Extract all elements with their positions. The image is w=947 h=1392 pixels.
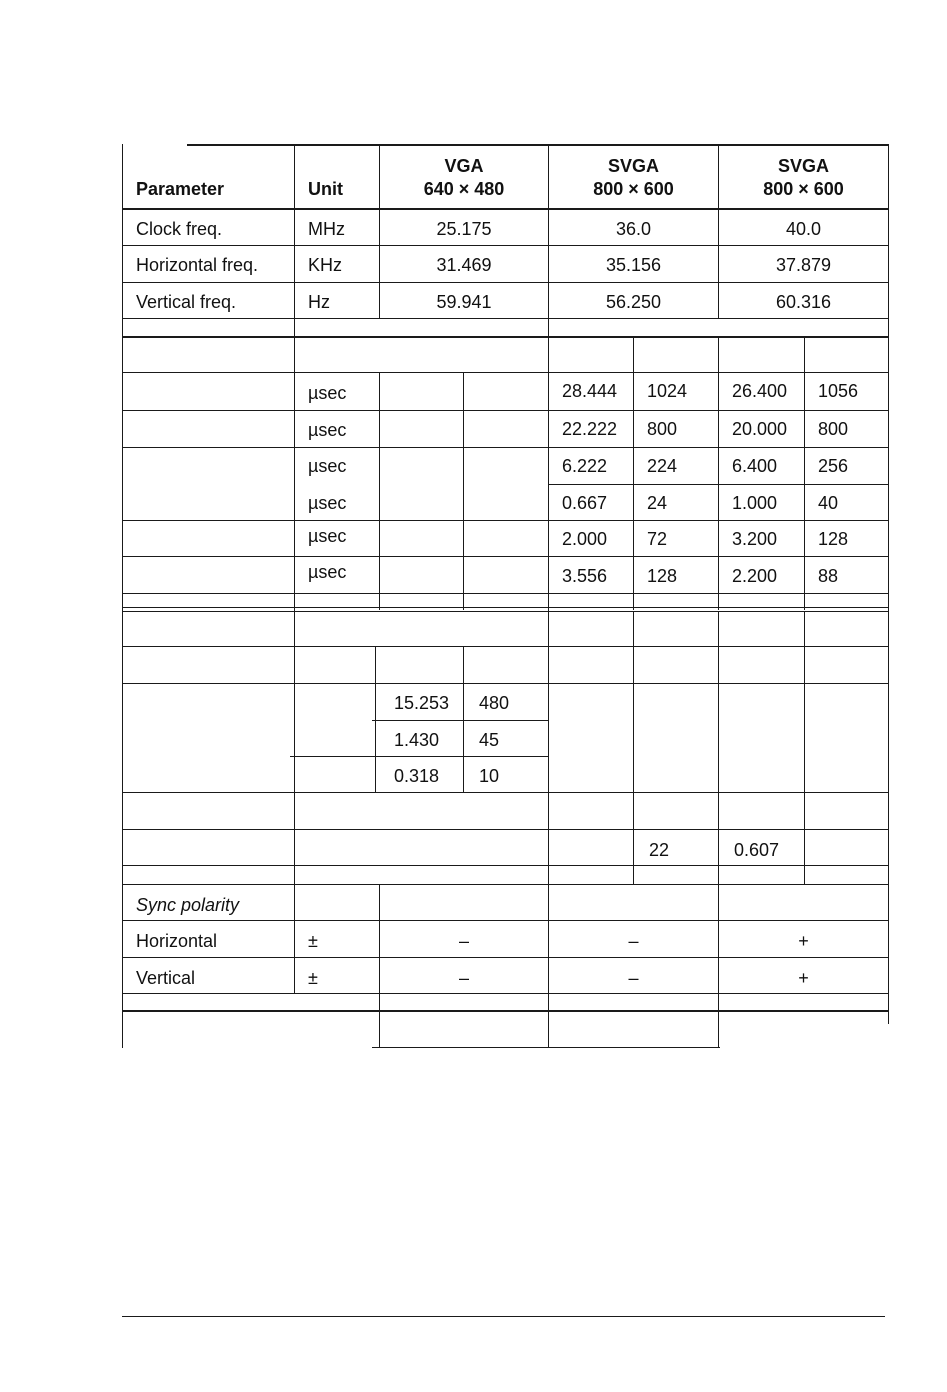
h-c-4: 1.000 <box>732 493 778 513</box>
sync-v2-horizontal: – <box>628 931 639 951</box>
sync-v2-vertical: – <box>628 968 639 988</box>
sync-v1-vertical: – <box>458 968 469 988</box>
rule-v3 <box>372 720 548 721</box>
vrule-col3-split <box>804 338 805 610</box>
h-a-1: 28.444 <box>562 381 618 401</box>
rule-h-sub <box>122 372 889 373</box>
h-d-5: 128 <box>818 529 849 549</box>
rule-section1 <box>122 318 889 319</box>
sync-title: Sync polarity <box>136 895 240 915</box>
h-c-5: 3.200 <box>732 529 778 549</box>
h-a-5: 2.000 <box>562 529 608 549</box>
h-d-1: 1056 <box>818 381 859 401</box>
vrule-param-unit <box>294 144 295 994</box>
h-c-2: 20.000 <box>732 419 788 439</box>
freq-unit-clock: MHz <box>308 219 345 239</box>
h-b-3: 224 <box>647 456 678 476</box>
h-b-6: 128 <box>647 566 678 586</box>
vrule-col1-left <box>379 372 380 610</box>
v-b-3: 10 <box>479 766 500 786</box>
header-col2-name: SVGA <box>607 156 659 176</box>
page-footer-rule <box>122 1316 885 1317</box>
rule-h2 <box>122 447 889 448</box>
rule-h6 <box>122 593 889 594</box>
freq-v3-horizontal: 37.879 <box>775 255 832 275</box>
h-d-2: 800 <box>818 419 849 439</box>
vrule-v-col3b <box>804 611 805 884</box>
rule-section3 <box>122 884 889 885</box>
sync-v3-vertical: + <box>798 968 809 988</box>
vrule-col2-split <box>633 338 634 610</box>
rule-v1 <box>122 646 889 647</box>
freq-unit-horizontal: KHz <box>308 255 343 275</box>
rule-section4 <box>122 1010 889 1012</box>
rule-h4 <box>122 520 889 521</box>
sync-param-horizontal: Horizontal <box>136 931 218 951</box>
sync-param-vertical: Vertical <box>136 968 196 988</box>
h-c-1: 26.400 <box>732 381 788 401</box>
vrule-right <box>888 144 889 1024</box>
h-b-1: 1024 <box>647 381 688 401</box>
rule-header-bottom <box>122 208 889 210</box>
h-unit-6: µsec <box>308 562 347 582</box>
h-unit-5: µsec <box>308 526 347 546</box>
v-a-3: 0.318 <box>394 766 440 786</box>
rule-section2b <box>122 611 889 612</box>
h-a-4: 0.667 <box>562 493 608 513</box>
header-col3-res: 800 × 600 <box>763 179 844 199</box>
rule-section2 <box>122 607 889 608</box>
rule-v6 <box>122 829 889 830</box>
freq-v1-clock: 25.175 <box>436 219 492 239</box>
v-b-2: 45 <box>479 730 500 750</box>
rule-section1b <box>122 336 889 338</box>
h-a-3: 6.222 <box>562 456 608 476</box>
h-d-3: 256 <box>818 456 849 476</box>
rule-h1 <box>122 410 889 411</box>
vrule-s-col1 <box>379 884 380 1048</box>
v-a-2: 1.430 <box>394 730 440 750</box>
freq-unit-vertical: Hz <box>308 292 330 312</box>
rule-v4 <box>290 756 548 757</box>
h-unit-2: µsec <box>308 420 347 440</box>
header-col3-name: SVGA <box>777 156 829 176</box>
h-unit-3: µsec <box>308 456 347 476</box>
rule-v7 <box>122 865 889 866</box>
freq-v1-vertical: 59.941 <box>436 292 492 312</box>
rule-s2 <box>122 957 889 958</box>
rule-s1 <box>122 920 889 921</box>
freq-v2-horizontal: 35.156 <box>605 255 662 275</box>
h-c-3: 6.400 <box>732 456 778 476</box>
vrule-v-col1b <box>463 646 464 792</box>
header-col1-res: 640 × 480 <box>423 179 505 199</box>
freq-param-horizontal: Horizontal freq. <box>136 255 259 275</box>
rule-v2 <box>122 683 889 684</box>
rule-row2 <box>122 282 889 283</box>
v-extra-lines: 22 <box>649 840 670 860</box>
header-col2-res: 800 × 600 <box>593 179 674 199</box>
header-parameter: Parameter <box>136 179 225 199</box>
h-b-2: 800 <box>647 419 678 439</box>
header-unit: Unit <box>308 179 343 199</box>
h-c-6: 2.200 <box>732 566 778 586</box>
vrule-left <box>122 144 123 1048</box>
h-unit-1: µsec <box>308 383 347 403</box>
h-b-5: 72 <box>647 529 668 549</box>
header-col1-name: VGA <box>444 156 484 176</box>
sync-unit-vertical: ± <box>308 968 318 988</box>
freq-v2-clock: 36.0 <box>615 219 652 239</box>
vrule-v-col2 <box>633 611 634 884</box>
h-d-6: 88 <box>818 566 839 586</box>
h-a-6: 3.556 <box>562 566 608 586</box>
freq-v3-clock: 40.0 <box>785 219 822 239</box>
sync-unit-horizontal: ± <box>308 931 318 951</box>
rule-bottom <box>372 1047 720 1048</box>
freq-v2-vertical: 56.250 <box>605 292 662 312</box>
sync-v1-horizontal: – <box>458 931 469 951</box>
vrule-col1-col2 <box>548 144 549 1048</box>
freq-param-clock: Clock freq. <box>136 219 223 239</box>
rule-row1 <box>122 245 889 246</box>
rule-v5 <box>122 792 889 793</box>
h-a-2: 22.222 <box>562 419 618 439</box>
h-b-4: 24 <box>647 493 668 513</box>
freq-v1-horizontal: 31.469 <box>436 255 492 275</box>
sync-v3-horizontal: + <box>798 931 809 951</box>
freq-param-vertical: Vertical freq. <box>136 292 237 312</box>
vrule-s-col3 <box>718 884 719 1048</box>
rule-top <box>187 144 889 146</box>
h-d-4: 40 <box>818 493 839 513</box>
rule-s3 <box>122 993 889 994</box>
v-a-1: 15.253 <box>394 693 450 713</box>
h-unit-4: µsec <box>308 493 347 513</box>
v-extra-msec: 0.607 <box>734 840 780 860</box>
vrule-v-col1a <box>375 646 376 792</box>
vrule-v-col3 <box>718 611 719 884</box>
v-b-1: 480 <box>479 693 510 713</box>
vrule-col1-split <box>463 372 464 610</box>
freq-v3-vertical: 60.316 <box>775 292 832 312</box>
vrule-col2-col3-b <box>718 338 719 610</box>
rule-h5 <box>122 556 889 557</box>
